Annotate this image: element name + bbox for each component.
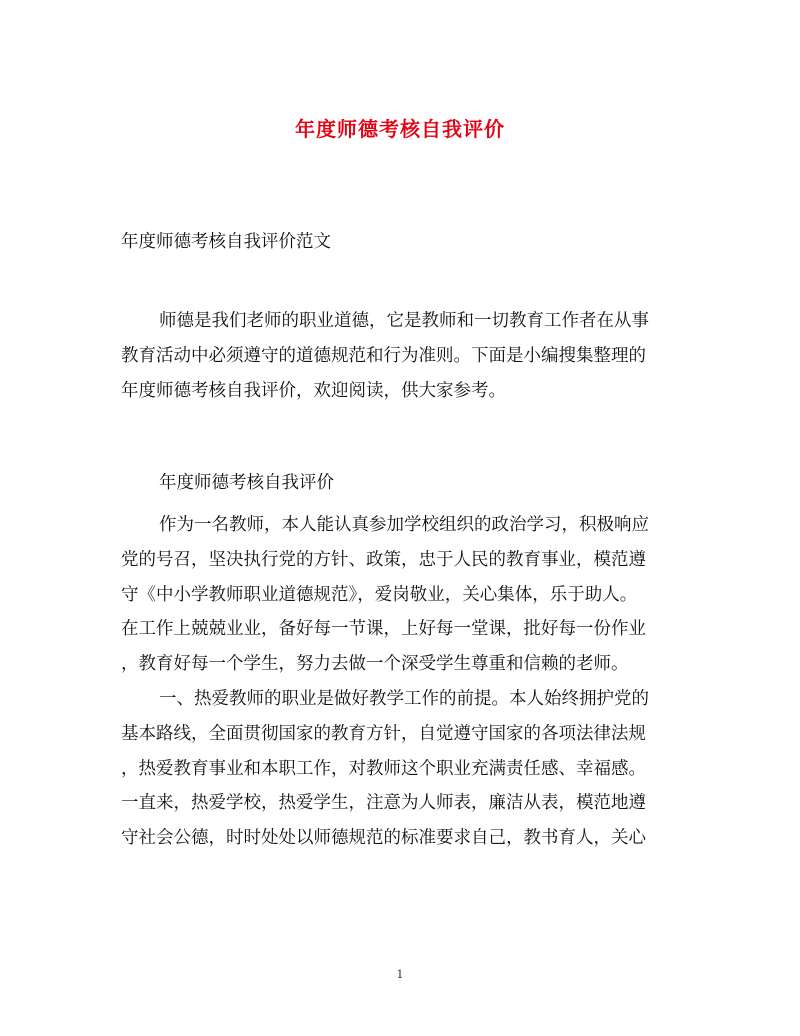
paragraph-2-line: 一、热爱教师的职业是做好教学工作的前提。本人始终拥护党的 [159, 688, 649, 709]
paragraph-1-line: 作为一名教师，本人能认真参加学校组织的政治学习，积极响应 [159, 515, 649, 535]
intro-line: 教育活动中必须遵守的道德规范和行为准则。下面是小编搜集整理的 [121, 345, 646, 366]
page-number: 1 [396, 968, 404, 981]
intro-line: 年度师德考核自我评价，欢迎阅读，供大家参考。 [121, 380, 506, 401]
section-heading-block [121, 466, 681, 501]
paragraph-1-line: 守《中小学教师职业道德规范》，爱岗敬业，关心集体，乐于助人。 [121, 584, 638, 605]
document-subtitle: 年度师德考核自我评价范文 [121, 232, 331, 252]
paragraph-1-line: 党的号召，坚决执行党的方针、政策，忠于人民的教育事业，模范遵 [121, 549, 646, 570]
paragraph-2-line: ，热爱教育事业和本职工作，对教师这个职业充满责任感、幸福感。 [121, 758, 646, 779]
paragraph-2-line: 一直来，热爱学校，热爱学生，注意为人师表，廉洁从表，模范地遵 [121, 793, 646, 814]
paragraph-1-line: ，教育好每一个学生，努力去做一个深受学生尊重和信赖的老师。 [121, 654, 629, 675]
body-text [121, 508, 681, 856]
paragraph-1-line: 在工作上兢兢业业，备好每一节课，上好每一堂课，批好每一份作业 [121, 619, 646, 640]
document-title: 年度师德考核自我评价 [295, 117, 505, 141]
intro-paragraph [121, 304, 681, 408]
intro-line: 师德是我们老师的职业道德，它是教师和一切教育工作者在从事 [159, 311, 649, 331]
section-heading: 年度师德考核自我评价 [159, 473, 334, 493]
paragraph-2-line: 守社会公德，时时处处以师德规范的标准要求自己，教书育人，关心 [121, 828, 646, 849]
paragraph-2-line: 基本路线，全面贯彻国家的教育方针，自觉遵守国家的各项法律法规 [121, 723, 646, 744]
